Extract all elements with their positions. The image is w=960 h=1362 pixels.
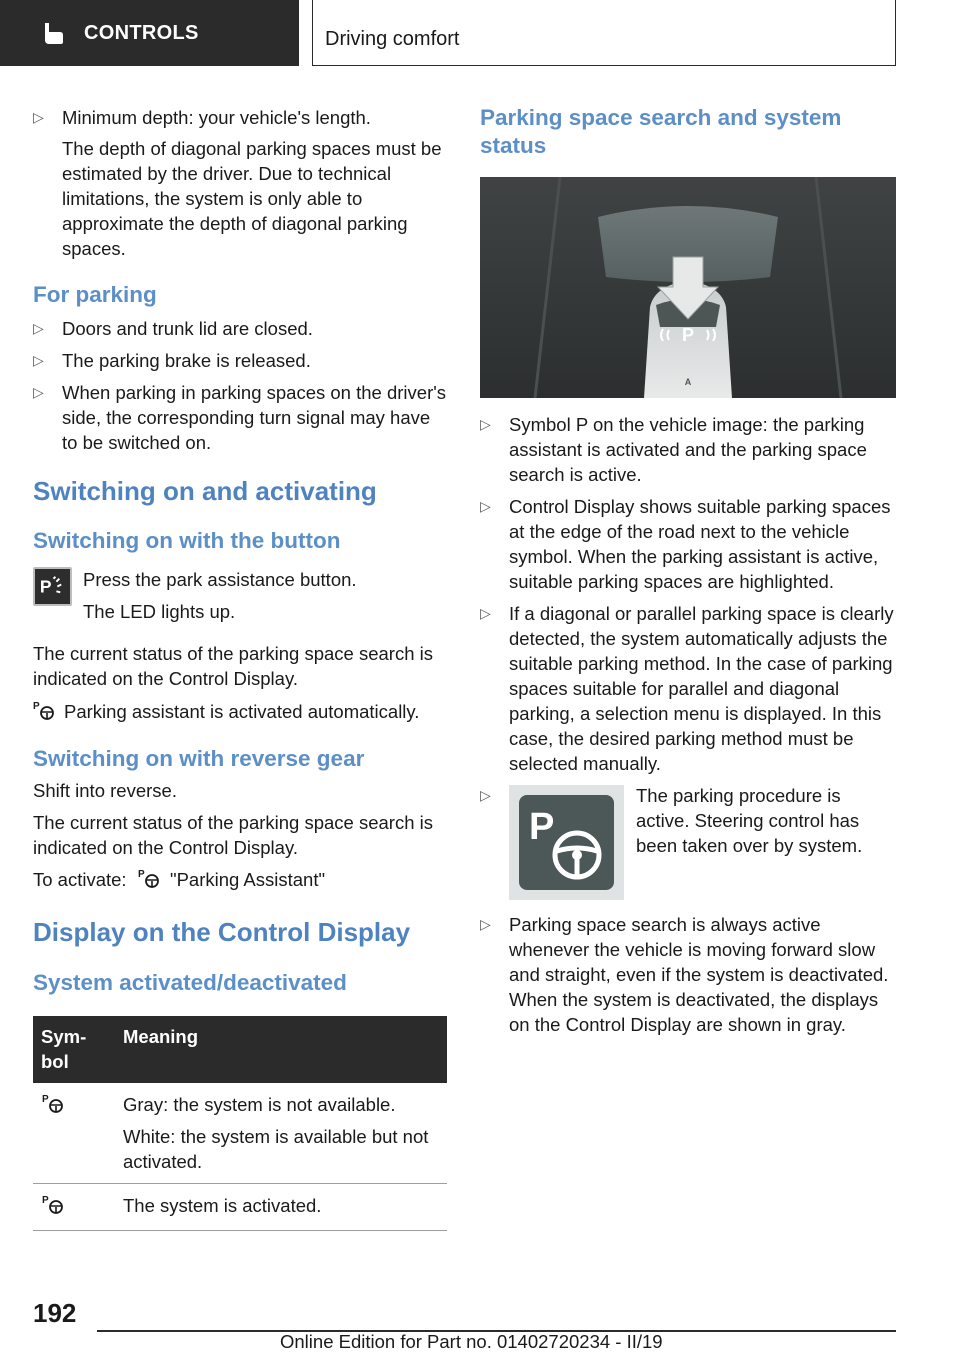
table-header-row xyxy=(33,1016,447,1083)
svg-text:P: P xyxy=(39,576,52,597)
svg-text:P: P xyxy=(529,806,555,848)
button-instruction xyxy=(33,567,447,631)
status-paragraph: The current status of the parking space search is indicated on the Control Display. xyxy=(33,812,434,858)
svg-text:P: P xyxy=(42,1094,49,1105)
list-item xyxy=(480,912,896,1037)
bullet-text: Control Display shows suitable parking spaces at the edge of the road next to the vehicle symbol. When the parking assistant is active, suitable parking spaces are highlighted. xyxy=(509,496,891,592)
triangle-bullet-icon: ▷ xyxy=(480,498,491,514)
table-cell-symbol xyxy=(33,1083,115,1184)
bullet-text: Doors and trunk lid are closed. xyxy=(62,318,313,339)
triangle-bullet-icon: ▷ xyxy=(480,605,491,621)
to-activate-line xyxy=(33,867,447,893)
heading-search-status: Parking space search and system status xyxy=(480,105,842,158)
auto-activation-line xyxy=(33,699,447,725)
meaning-gray: Gray: the system is not available. xyxy=(123,1094,396,1115)
parking-assistant-symbol-icon xyxy=(41,1193,67,1215)
table-header-meaning: Meaning xyxy=(115,1016,447,1083)
list-item xyxy=(480,783,896,905)
list-item xyxy=(480,494,896,594)
table-header-symbol: Sym-bol xyxy=(33,1016,115,1083)
parking-procedure-active-icon xyxy=(509,785,624,900)
symbol-table xyxy=(33,1016,447,1231)
bullet-text: Parking space search is always active whenever the vehicle is moving forward slow and straight, even if the system is deactivated. When the system is deactivated, the displays on the Control Display are shown in gray. xyxy=(509,914,889,1035)
table-row xyxy=(33,1184,447,1231)
bullet-text: Symbol P on the vehicle image: the parking assistant is activated and the parking space search is active. xyxy=(509,414,867,485)
list-item xyxy=(33,316,447,341)
auto-activated-text: Parking assistant is activated automatically. xyxy=(64,701,420,722)
bullet-text: When parking in parking spaces on the driver's side, the corresponding turn signal may have to be switched on. xyxy=(62,382,447,453)
section-tab xyxy=(0,0,299,66)
to-activate-label: To activate: xyxy=(33,869,127,890)
edition-text: Online Edition for Part no. 01402720234 - II/19 xyxy=(280,1331,663,1352)
led-text: The LED lights up. xyxy=(83,601,236,622)
heading-switching-on: Switching on and activating xyxy=(33,476,377,506)
triangle-bullet-icon: ▷ xyxy=(480,416,491,432)
heading-reverse-gear: Switching on with reverse gear xyxy=(33,746,365,771)
section-label: CONTROLS xyxy=(84,21,199,44)
list-item xyxy=(480,601,896,776)
bullet-note: The depth of diagonal parking spaces must be estimated by the driver. Due to technical limitations, the system is only able to approximate the depth of diagonal parking spaces. xyxy=(62,138,442,259)
svg-text:P: P xyxy=(138,869,145,880)
meaning-white: White: the system is available but not activated. xyxy=(123,1126,429,1172)
triangle-bullet-icon: ▷ xyxy=(480,916,491,932)
parking-assistant-symbol-icon xyxy=(138,867,162,889)
svg-text:P: P xyxy=(42,1195,49,1206)
heading-system-status: System activated/deactivated xyxy=(33,970,347,995)
chapter-title-box xyxy=(312,0,896,66)
bullet-text: The parking brake is released. xyxy=(62,350,311,371)
parking-assistant-symbol-icon xyxy=(33,699,57,721)
page-header xyxy=(0,0,960,66)
triangle-bullet-icon: ▷ xyxy=(33,384,44,400)
svg-text:P: P xyxy=(33,701,40,712)
page-number: 192 xyxy=(33,1298,77,1328)
triangle-bullet-icon: ▷ xyxy=(33,109,44,125)
page-title: Driving comfort xyxy=(325,28,460,50)
bullet-text: If a diagonal or parallel parking space is clearly detected, the system automatically adjusts the suitable parking method. In the case of parking spaces suitable for parallel and diagonal parking, a selection menu is displayed. In this case, the desired parking method must be selected manually. xyxy=(509,603,894,774)
table-cell-meaning: The system is activated. xyxy=(115,1184,447,1231)
list-item xyxy=(33,380,447,455)
heading-with-button: Switching on with the button xyxy=(33,528,341,553)
triangle-bullet-icon: ▷ xyxy=(480,787,491,803)
left-column xyxy=(33,100,447,1231)
status-paragraph: The current status of the parking space search is indicated on the Control Display. xyxy=(33,643,434,689)
right-column xyxy=(480,100,896,1037)
svg-text:P: P xyxy=(681,325,695,345)
pointing-hand-icon xyxy=(40,20,66,46)
svg-text:A: A xyxy=(684,377,692,387)
press-button-text: Press the park assistance button. xyxy=(83,569,357,590)
parking-assistant-menu-text: "Parking Assistant" xyxy=(170,869,326,890)
table-cell-meaning xyxy=(115,1083,447,1184)
list-item xyxy=(33,348,447,373)
triangle-bullet-icon: ▷ xyxy=(33,352,44,368)
park-assist-button-icon xyxy=(33,567,72,606)
shift-reverse-text: Shift into reverse. xyxy=(33,780,177,801)
triangle-bullet-icon: ▷ xyxy=(33,320,44,336)
parking-camera-image xyxy=(480,177,896,398)
bullet-text: The parking procedure is active. Steering control has been taken over by system. xyxy=(636,785,863,856)
heading-display: Display on the Control Display xyxy=(33,917,411,947)
parking-assistant-symbol-icon xyxy=(41,1092,67,1114)
list-item xyxy=(33,105,447,261)
table-row xyxy=(33,1083,447,1184)
bullet-text: Minimum depth: your vehicle's length. xyxy=(62,107,371,128)
table-cell-symbol xyxy=(33,1184,115,1231)
list-item xyxy=(480,412,896,487)
heading-for-parking: For parking xyxy=(33,282,157,307)
